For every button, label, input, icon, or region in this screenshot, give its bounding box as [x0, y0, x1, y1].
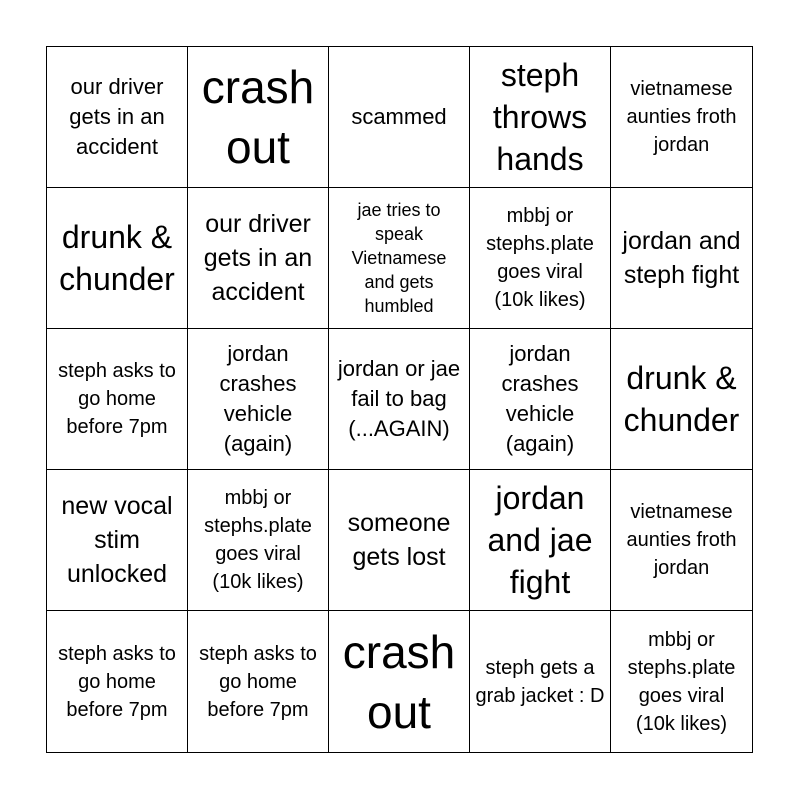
bingo-cell-text: steph gets a grab jacket : D — [475, 656, 605, 707]
bingo-cell-r1-c4[interactable] — [470, 47, 611, 188]
bingo-cell-r5-c1[interactable] — [47, 611, 188, 752]
bingo-board — [46, 46, 753, 753]
bingo-cell-text: steph asks to go home before 7pm — [58, 642, 176, 721]
bingo-cell-r5-c2[interactable] — [188, 611, 329, 752]
bingo-cell-text: jordan and steph fight — [622, 227, 741, 289]
bingo-cell-text: jordan or jae fail to bag (...AGAIN) — [337, 356, 461, 441]
bingo-cell-r3-c4[interactable] — [470, 329, 611, 470]
bingo-cell-text: mbbj or stephs.plate goes viral (10k likes) — [627, 628, 736, 735]
bingo-cell-r4-c1[interactable] — [47, 470, 188, 611]
bingo-cell-text: drunk & chunder — [623, 360, 740, 438]
bingo-cell-text: vietnamese aunties froth jordan — [626, 501, 737, 579]
bingo-cell-text: steph throws hands — [492, 57, 588, 177]
bingo-cell-r4-c3[interactable] — [329, 470, 470, 611]
bingo-cell-r3-c3[interactable] — [329, 329, 470, 470]
bingo-cell-r1-c1[interactable] — [47, 47, 188, 188]
bingo-cell-r1-c2[interactable] — [188, 47, 329, 188]
bingo-cell-text: our driver gets in an accident — [69, 74, 165, 159]
bingo-cell-text: vietnamese aunties froth jordan — [626, 78, 737, 156]
bingo-cell-r2-c2[interactable] — [188, 188, 329, 329]
bingo-cell-r3-c2[interactable] — [188, 329, 329, 470]
bingo-cell-text: our driver gets in an accident — [203, 210, 313, 306]
bingo-cell-text: new vocal stim unlocked — [61, 492, 173, 588]
bingo-cell-text: jae tries to speak Vietnamese and gets humbled — [351, 200, 447, 316]
bingo-cell-text: jordan crashes vehicle (again) — [219, 341, 297, 456]
bingo-cell-r2-c4[interactable] — [470, 188, 611, 329]
bingo-cell-text: mbbj or stephs.plate goes viral (10k likes) — [204, 487, 312, 593]
bingo-cell-text: crash out — [342, 625, 456, 738]
bingo-cell-r1-c5[interactable] — [611, 47, 752, 188]
bingo-cell-text: drunk & chunder — [59, 219, 175, 297]
bingo-cell-r5-c4[interactable] — [470, 611, 611, 752]
bingo-cell-r3-c5[interactable] — [611, 329, 752, 470]
bingo-cell-r4-c5[interactable] — [611, 470, 752, 611]
bingo-cell-r2-c5[interactable] — [611, 188, 752, 329]
bingo-cell-r4-c2[interactable] — [188, 470, 329, 611]
bingo-cell-text: scammed — [351, 104, 447, 129]
bingo-cell-text: steph asks to go home before 7pm — [58, 360, 176, 438]
bingo-cell-text: steph asks to go home before 7pm — [199, 642, 317, 721]
bingo-cell-r2-c3[interactable] — [329, 188, 470, 329]
bingo-cell-r1-c3[interactable] — [329, 47, 470, 188]
bingo-cell-text: jordan and jae fight — [487, 480, 593, 600]
bingo-cell-text: mbbj or stephs.plate goes viral (10k likes) — [486, 205, 594, 311]
bingo-cell-r4-c4[interactable] — [470, 470, 611, 611]
bingo-cell-r5-c3[interactable] — [329, 611, 470, 752]
bingo-cell-r3-c1[interactable] — [47, 329, 188, 470]
bingo-cell-text: crash out — [201, 61, 315, 173]
bingo-cell-r5-c5[interactable] — [611, 611, 752, 752]
bingo-cell-text: jordan crashes vehicle (again) — [501, 341, 579, 456]
bingo-cell-r2-c1[interactable] — [47, 188, 188, 329]
bingo-cell-text: someone gets lost — [347, 509, 451, 571]
